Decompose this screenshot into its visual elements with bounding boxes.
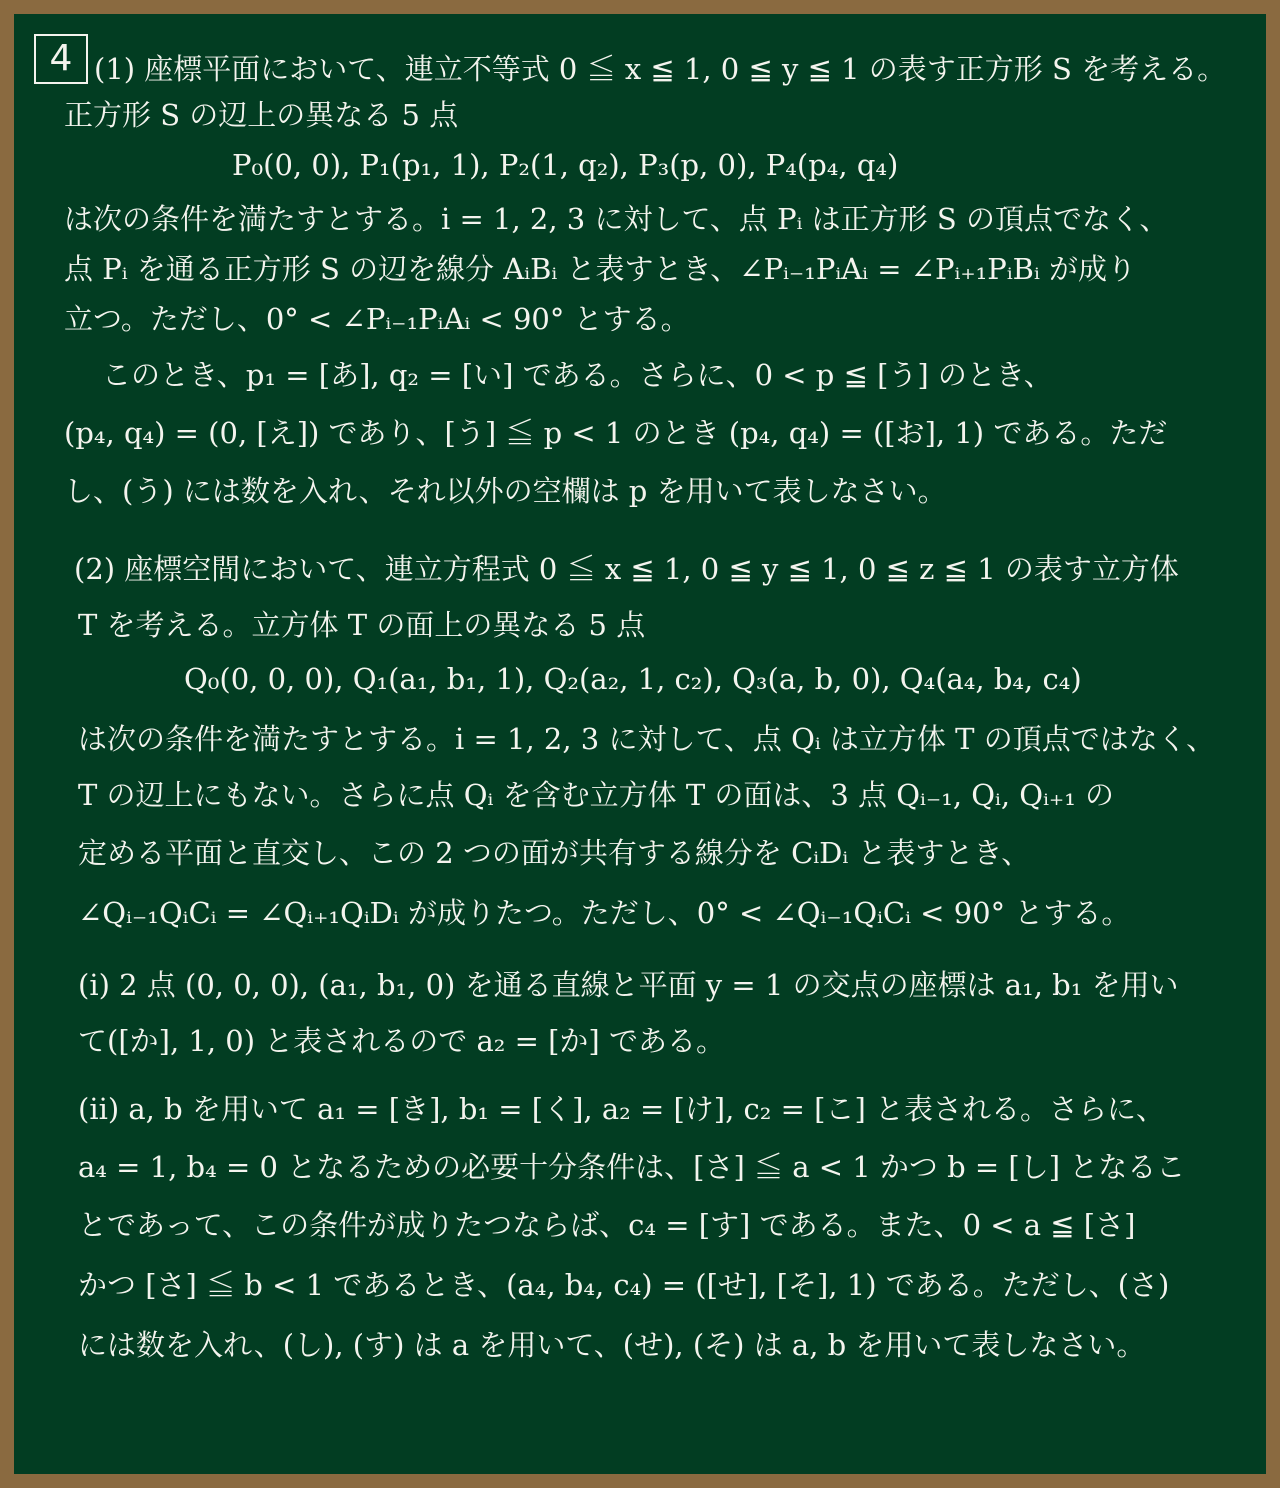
chalkboard (14, 14, 1266, 1474)
text-line: は次の条件を満たすとする。i = 1, 2, 3 に対して、点 Pᵢ は正方形 S の頂点でなく、 (64, 202, 1169, 236)
text-line: 点 Pᵢ を通る正方形 S の辺を線分 AᵢBᵢ と表すとき、∠Pᵢ₋₁PᵢAᵢ = ∠Pᵢ₊₁PᵢBᵢ が成り (64, 252, 1137, 286)
problem-number-box: 4 (34, 34, 88, 84)
text-line: このとき、p₁ = [あ], q₂ = [い] である。さらに、0 < p ≦ [う] のとき、 (102, 358, 1053, 392)
text-line: (p₄, q₄) = (0, [え]) であり、[う] ≦ p < 1 のとき (p₄, q₄) = ([お], 1) である。ただ (64, 416, 1168, 450)
text-line: には数を入れ、(し), (す) は a を用いて、(せ), (そ) は a, b を用いて表しなさい。 (78, 1328, 1146, 1362)
text-line: 定める平面と直交し、この 2 つの面が共有する線分を CᵢDᵢ と表すとき、 (78, 836, 1031, 870)
text-line: T を考える。立方体 T の面上の異なる 5 点 (78, 608, 646, 642)
text-line: 立つ。ただし、0° < ∠Pᵢ₋₁PᵢAᵢ < 90° とする。 (64, 302, 690, 336)
text-line: ∠Qᵢ₋₁QᵢCᵢ = ∠Qᵢ₊₁QᵢDᵢ が成りたつ。ただし、0° < ∠Qᵢ₋₁QᵢCᵢ < 90° とする。 (78, 896, 1131, 930)
text-line: かつ [さ] ≦ b < 1 であるとき、(a₄, b₄, c₄) = ([せ], [そ], 1) である。ただし、(さ) (78, 1268, 1170, 1302)
text-line: a₄ = 1, b₄ = 0 となるための必要十分条件は、[さ] ≦ a < 1 かつ b = [し] となるこ (78, 1150, 1186, 1184)
point-list: P₀(0, 0), P₁(p₁, 1), P₂(1, q₂), P₃(p, 0), P₄(p₄, q₄) (232, 148, 899, 182)
text-line: て([か], 1, 0) と表されるので a₂ = [か] である。 (78, 1024, 725, 1058)
point-list: Q₀(0, 0, 0), Q₁(a₁, b₁, 1), Q₂(a₂, 1, c₂), Q₃(a, b, 0), Q₄(a₄, b₄, c₄) (184, 662, 1082, 696)
text-line: 正方形 S の辺上の異なる 5 点 (64, 98, 459, 132)
text-line: し、(う) には数を入れ、それ以外の空欄は p を用いて表しなさい。 (64, 474, 947, 508)
text-line: (ii) a, b を用いて a₁ = [き], b₁ = [く], a₂ = [け], c₂ = [こ] と表される。さらに、 (78, 1092, 1165, 1126)
text-line: (1) 座標平面において、連立不等式 0 ≦ x ≦ 1, 0 ≦ y ≦ 1 の表す正方形 S を考える。 (94, 52, 1227, 86)
text-line: (2) 座標空間において、連立方程式 0 ≦ x ≦ 1, 0 ≦ y ≦ 1, 0 ≦ z ≦ 1 の表す立方体 (74, 552, 1179, 586)
text-line: (i) 2 点 (0, 0, 0), (a₁, b₁, 0) を通る直線と平面 y = 1 の交点の座標は a₁, b₁ を用い (78, 968, 1179, 1002)
text-line: は次の条件を満たすとする。i = 1, 2, 3 に対して、点 Qᵢ は立方体 T の頂点ではなく、 (78, 722, 1216, 756)
text-line: とであって、この条件が成りたつならば、c₄ = [す] である。また、0 < a ≦ [さ] (78, 1208, 1136, 1242)
text-line: T の辺上にもない。さらに点 Qᵢ を含む立方体 T の面は、3 点 Qᵢ₋₁, Qᵢ, Qᵢ₊₁ の (78, 778, 1115, 812)
